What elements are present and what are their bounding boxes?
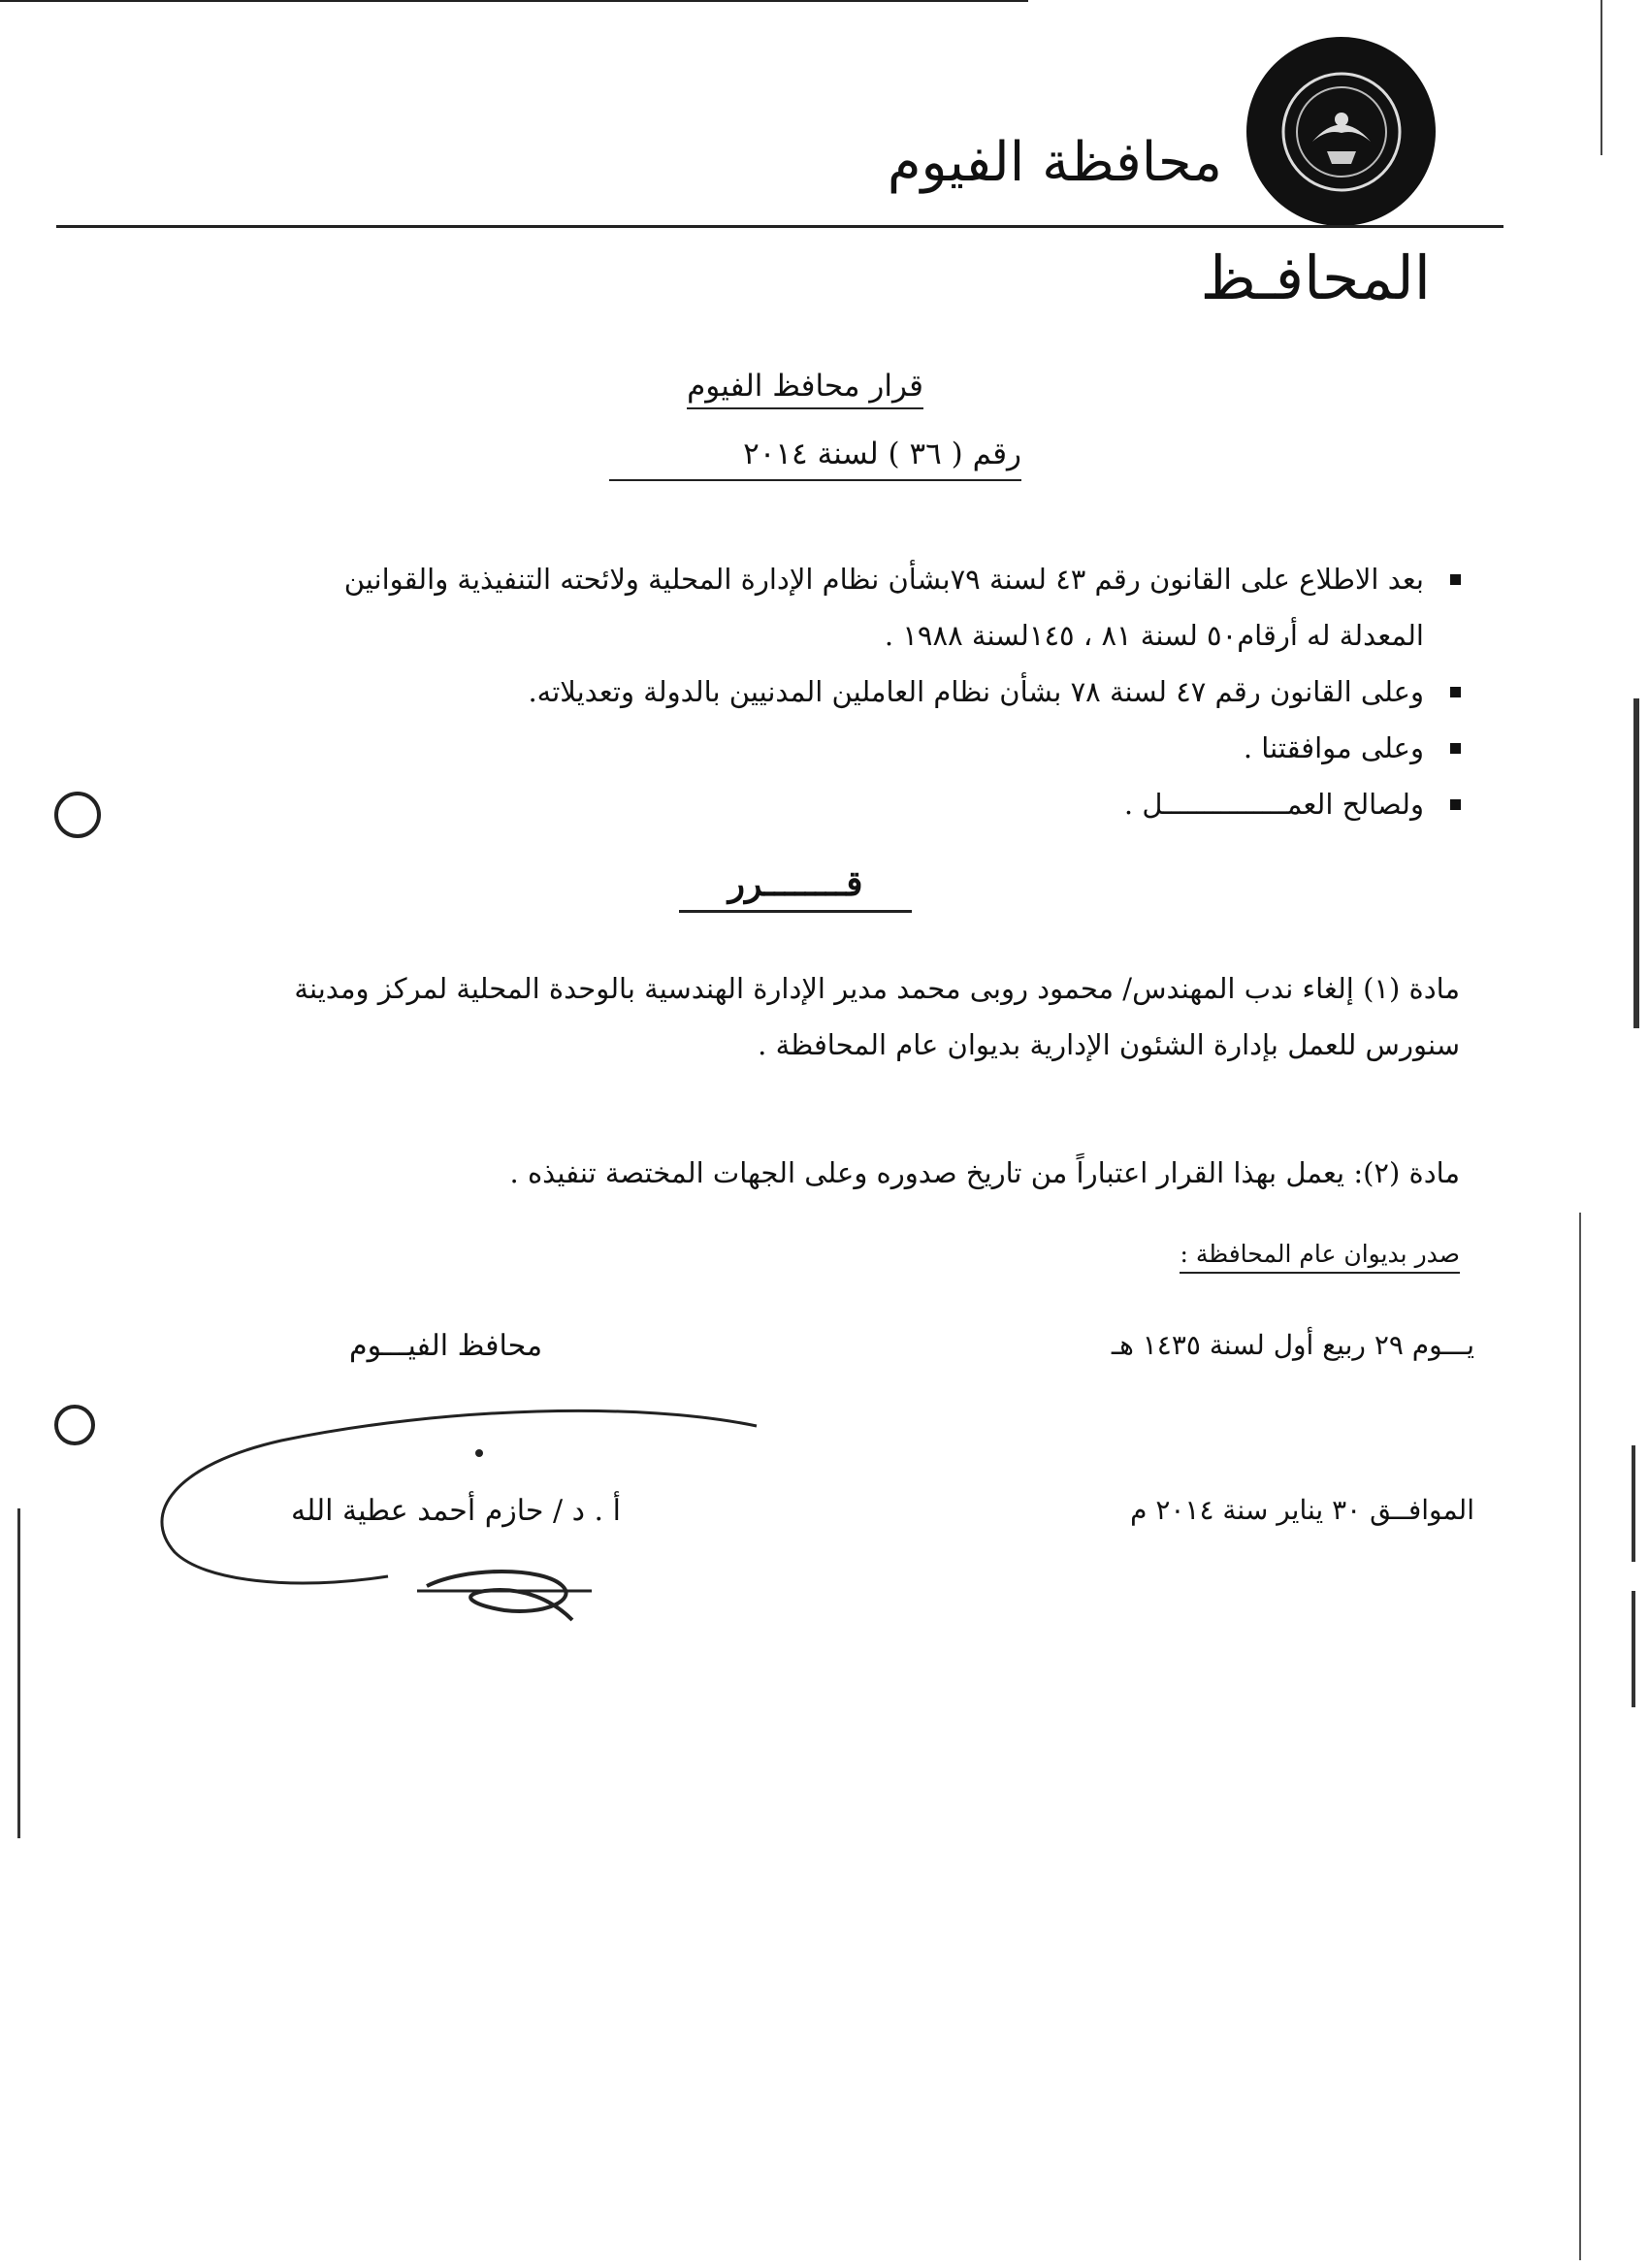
preamble-item: وعلى القانون رقم ٤٧ لسنة ٧٨ بشأن نظام العاملين المدنيين بالدولة وتعديلاته. <box>267 664 1465 720</box>
hijri-date: يـــوم ٢٩ ربيع أول لسنة ١٤٣٥ هـ <box>1111 1329 1474 1361</box>
issued-at-label: صدر بديوان عام المحافظة : <box>1180 1240 1460 1274</box>
punch-hole <box>54 792 101 838</box>
decision-title-text: قرار محافظ الفيوم <box>687 369 923 409</box>
gregorian-date: الموافــق ٣٠ يناير سنة ٢٠١٤ م <box>1130 1494 1474 1526</box>
preamble-item: بعد الاطلاع على القانون رقم ٤٣ لسنة ٧٩بشأن نظام الإدارة المحلية ولائحته التنفيذية والقوانين المعدلة له أرقام٥٠ لسنة ٨١ ، ١٤٥لسنة ١٩٨٨ . <box>267 551 1465 664</box>
scan-left-line <box>17 1508 20 1838</box>
preamble-item: وعلى موافقتنا . <box>267 720 1465 776</box>
scan-side-mark <box>1633 698 1639 1028</box>
governorate-seal-icon <box>1246 37 1436 226</box>
signatory-name: أ . د / حازم أحمد عطية الله <box>291 1494 621 1528</box>
scan-top-edge <box>0 0 1028 2</box>
header-rule <box>56 225 1504 228</box>
signatory-title: محافظ الفيـــوم <box>349 1329 543 1363</box>
decision-title <box>601 369 1009 404</box>
governorate-name: محافظة الفيوم <box>887 131 1222 194</box>
decision-number: رقم ( ٣٦ ) لسنة ٢٠١٤ <box>609 437 1021 481</box>
punch-hole <box>54 1405 95 1445</box>
decides-heading: قــــــــرر <box>679 863 912 913</box>
scan-vertical-line <box>1579 1213 1581 2260</box>
article-1: مادة (١) إلغاء ندب المهندس/ محمود روبى محمد مدير الإدارة الهندسية بالوحدة المحلية لمركز ومدينة سنورس للعمل بإدارة الشئون الإدارية بديوان عام المحافظة . <box>294 972 1460 1061</box>
governor-label: المحافـظ <box>1200 243 1431 313</box>
preamble-item: ولصالح العمـــــــــــــــل . <box>267 776 1465 832</box>
scan-right-edge <box>1600 0 1602 155</box>
scan-side-mark <box>1632 1445 1635 1562</box>
scan-side-mark <box>1632 1591 1635 1707</box>
preamble-list <box>267 551 1465 832</box>
article-2: مادة (٢): يعمل بهذا القرار اعتباراً من تاريخ صدوره وعلى الجهات المختصة تنفيذه . <box>509 1156 1460 1189</box>
